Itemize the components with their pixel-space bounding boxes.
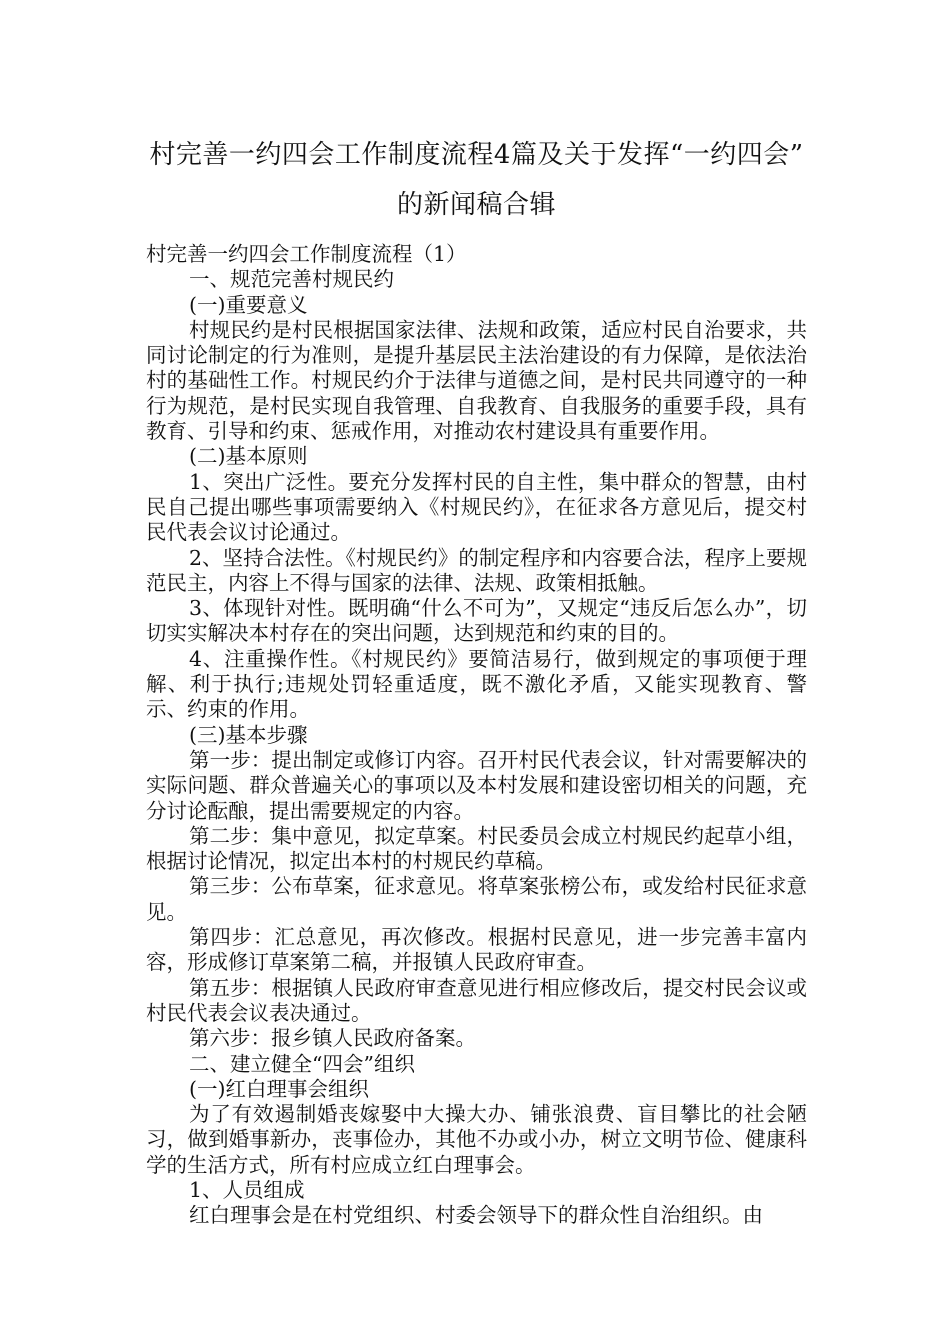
subheading-importance: (一)重要意义	[189, 292, 308, 317]
paragraph-principle-4: 4、注重操作性。《村规民约》要简洁易行，做到规定的事项便于理解、利于执行;违规处罚轻重适度，既不激化矛盾，又能实现教育、警示、约束的作用。	[146, 646, 807, 722]
subheading-council: (一)红白理事会组织	[189, 1076, 369, 1101]
document-title-line-2: 的新闻稿合辑	[396, 190, 556, 220]
heading-1: 一、规范完善村规民约	[189, 267, 394, 292]
paragraph-principle-3: 3、体现针对性。既明确“什么不可为”，又规定“违反后怎么办”，切切实实解决本村存在的突出问题，达到规范和约束的目的。	[146, 596, 807, 646]
paragraph-step-6: 第六步：报乡镇人民政府备案。	[189, 1026, 476, 1051]
subheading-members: 1、人员组成	[189, 1177, 305, 1202]
section-heading: 村完善一约四会工作制度流程（1）	[146, 242, 467, 266]
paragraph-step-2: 第二步：集中意见，拟定草案。村民委员会成立村规民约起草小组，根据讨论情况，拟定出本村的村规民约草稿。	[146, 823, 807, 874]
paragraph-step-1: 第一步：提出制定或修订内容。召开村民代表会议，针对需要解决的实际问题、群众普遍关心的事项以及本村发展和建设密切相关的问题，充分讨论酝酿，提出需要规定的内容。	[146, 747, 807, 823]
paragraph-importance: 村规民约是村民根据国家法律、法规和政策，适应村民自治要求，共同讨论制定的行为准则，是提升基层民主法治建设的有力保障，是依法治村的基础性工作。村规民约介于法律与道德之间，是村民共同遵守的一种行为规范，是村民实现自我管理、自我教育、自我服务的重要手段，具有教育、引导和约束、惩戒作用，对推动农村建设具有重要作用。	[146, 317, 807, 444]
subheading-steps: (三)基本步骤	[189, 722, 308, 747]
document-title-line-1: 村完善一约四会工作制度流程4篇及关于发挥“一约四会”	[149, 140, 804, 170]
paragraph-members: 红白理事会是在村党组织、村委会领导下的群众性自治组织。由	[189, 1203, 763, 1228]
paragraph-principle-2: 2、坚持合法性。《村规民约》的制定程序和内容要合法，程序上要规范民主，内容上不得与国家的法律、法规、政策相抵触。	[146, 545, 807, 595]
paragraph-council: 为了有效遏制婚丧嫁娶中大操大办、铺张浪费、盲目攀比的社会陋习，做到婚事新办，丧事俭办，其他不办或小办，树立文明节俭、健康科学的生活方式，所有村应成立红白理事会。	[146, 1102, 807, 1177]
paragraph-step-3: 第三步：公布草案，征求意见。将草案张榜公布，或发给村民征求意见。	[146, 874, 807, 924]
paragraph-principle-1: 1、突出广泛性。要充分发挥村民的自主性，集中群众的智慧，由村民自己提出哪些事项需要纳入《村规民约》，在征求各方意见后，提交村民代表会议讨论通过。	[146, 469, 807, 545]
heading-2: 二、建立健全“四会”组织	[189, 1051, 415, 1076]
paragraph-step-5: 第五步：根据镇人民政府审查意见进行相应修改后，提交村民会议或村民代表会议表决通过。	[146, 975, 807, 1025]
paragraph-step-4: 第四步：汇总意见，再次修改。根据村民意见，进一步完善丰富内容，形成修订草案第二稿，并报镇人民政府审查。	[146, 925, 807, 975]
subheading-principles: (二)基本原则	[189, 444, 308, 469]
